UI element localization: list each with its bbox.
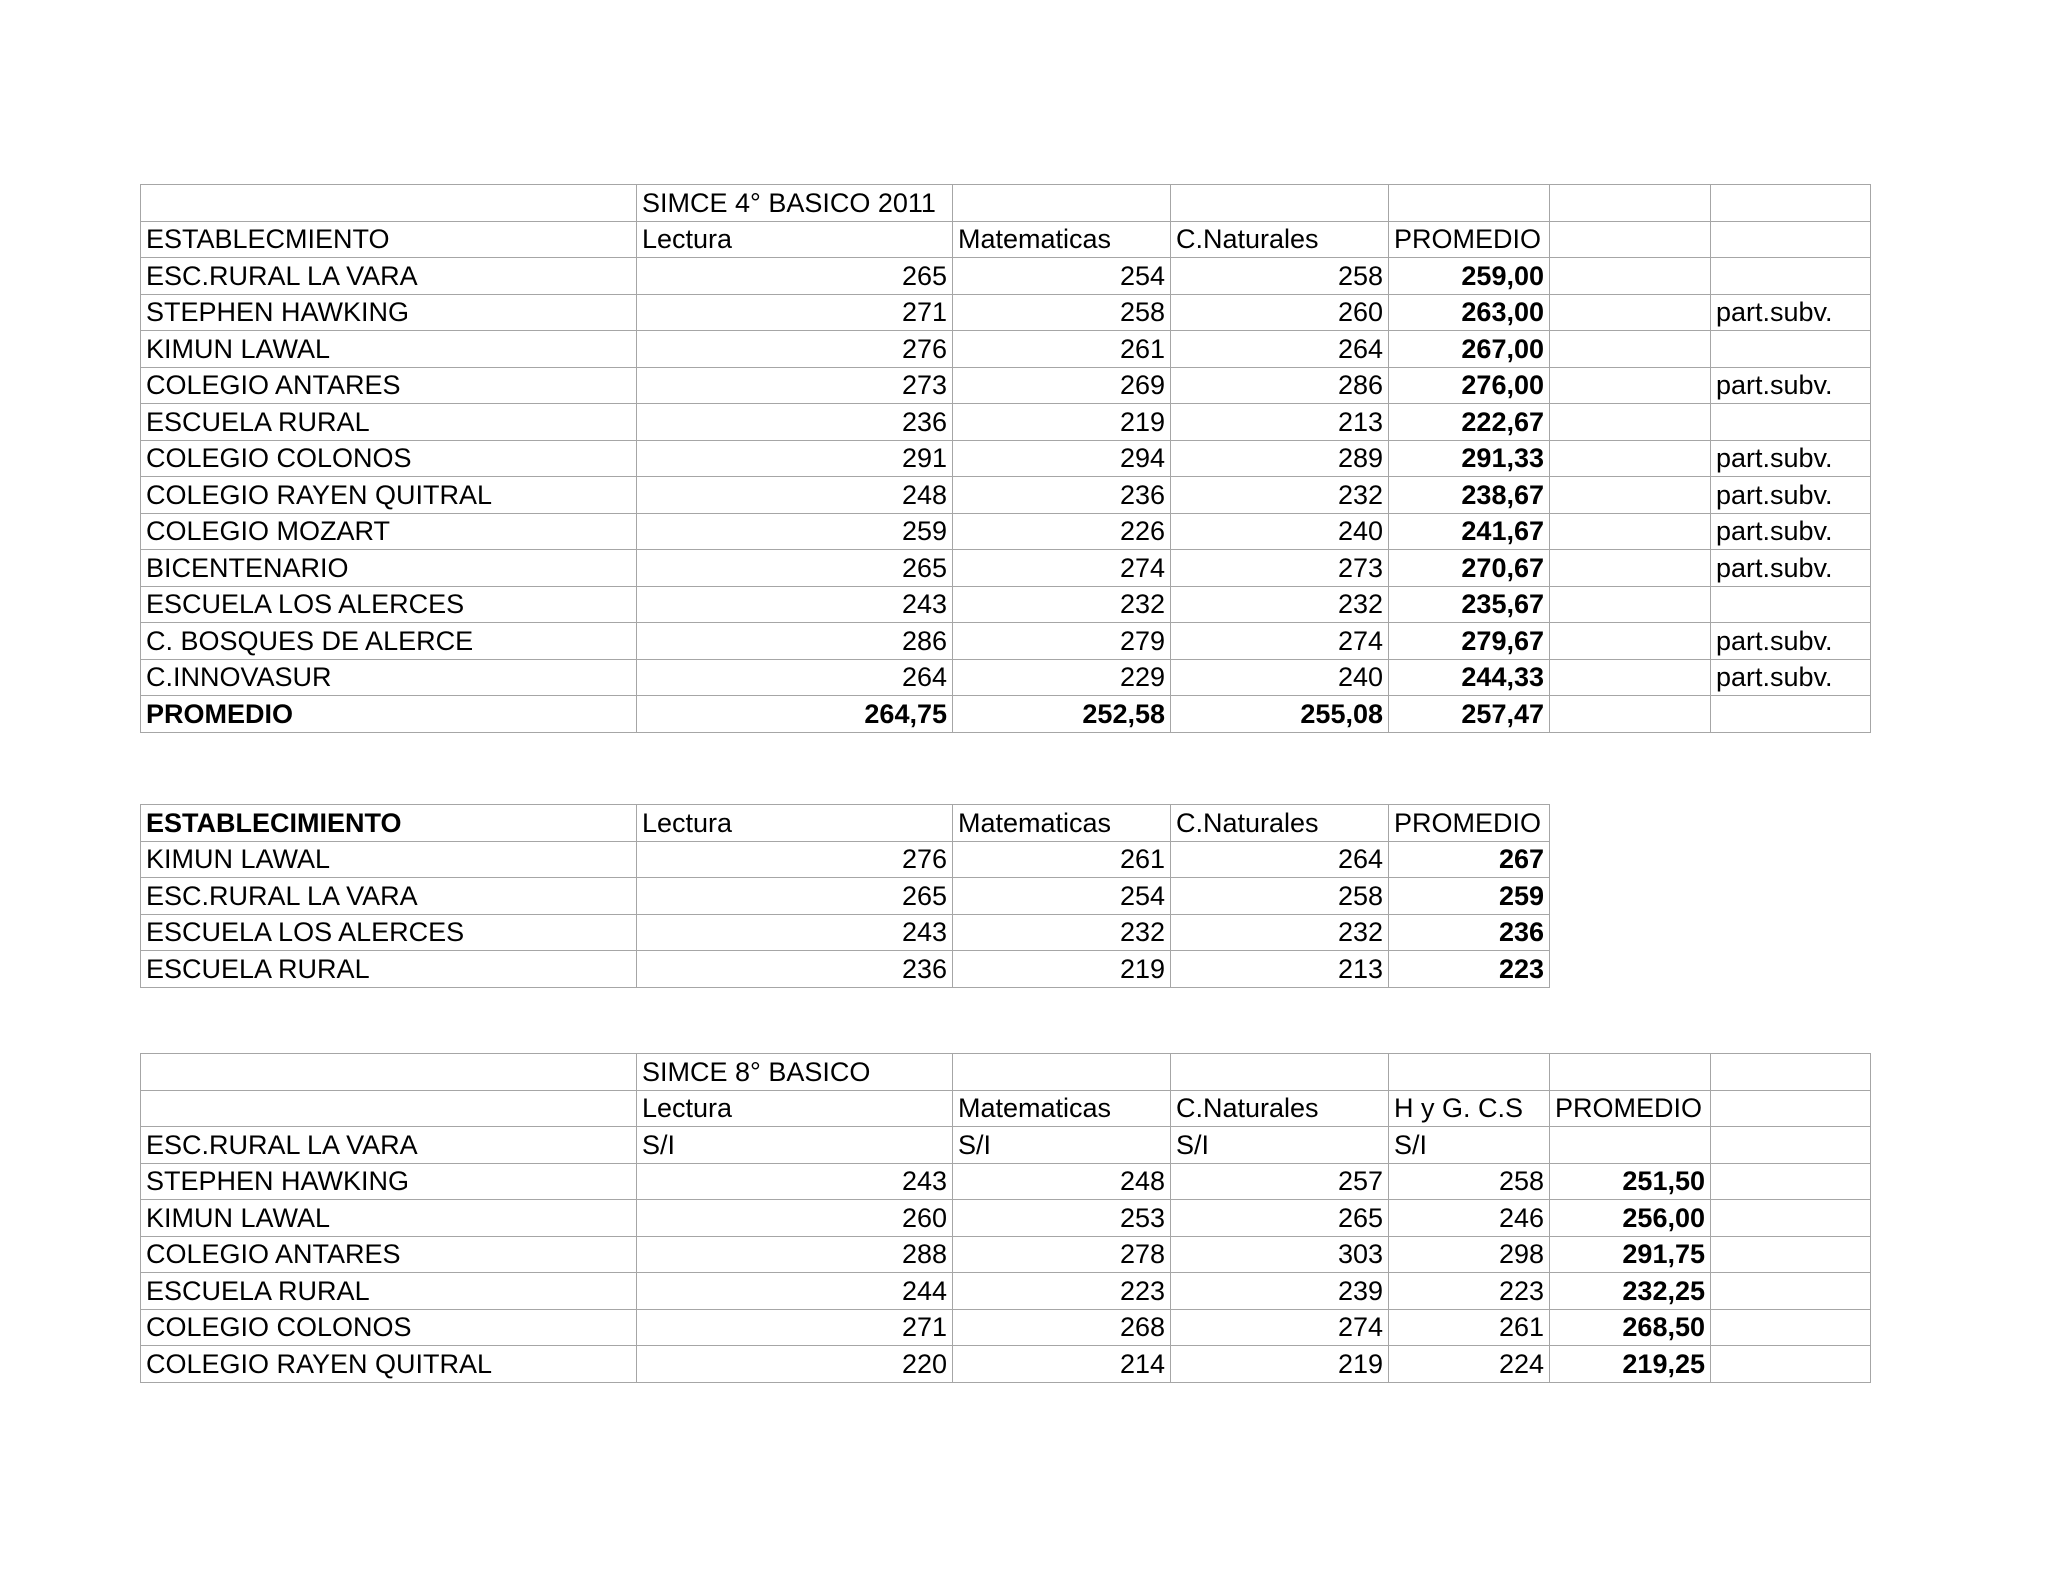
table-cell: 298 xyxy=(1389,1236,1550,1273)
table-cell: 276 xyxy=(637,331,953,368)
table-cell: 236 xyxy=(637,951,953,988)
column-header: Matematicas xyxy=(953,1090,1171,1127)
title-cell xyxy=(1389,185,1550,222)
column-header xyxy=(1711,221,1871,258)
header-row xyxy=(141,221,1871,258)
table-cell: 278 xyxy=(953,1236,1171,1273)
average-cell: 257,47 xyxy=(1389,696,1550,733)
table-cell: 223 xyxy=(953,1273,1171,1310)
table-cell: 258 xyxy=(953,294,1171,331)
column-header: C.Naturales xyxy=(1171,221,1389,258)
table-cell xyxy=(1550,659,1711,696)
table-cell: 224 xyxy=(1389,1346,1550,1383)
table-cell: KIMUN LAWAL xyxy=(141,1200,637,1237)
table-cell: ESCUELA LOS ALERCES xyxy=(141,586,637,623)
table-cell: 264 xyxy=(1171,331,1389,368)
table-cell: 291 xyxy=(637,440,953,477)
table-cell: 256,00 xyxy=(1550,1200,1711,1237)
table-cell xyxy=(1711,1236,1871,1273)
table-row xyxy=(141,914,1550,951)
table-cell: 259 xyxy=(1389,878,1550,915)
table-cell: KIMUN LAWAL xyxy=(141,841,637,878)
average-cell xyxy=(1711,696,1871,733)
table-cell: 241,67 xyxy=(1389,513,1550,550)
table-cell: ESCUELA RURAL xyxy=(141,1273,637,1310)
table-row xyxy=(141,951,1550,988)
table-cell: ESCUELA RURAL xyxy=(141,404,637,441)
table-cell: 259 xyxy=(637,513,953,550)
table-cell: S/I xyxy=(1171,1127,1389,1164)
table-cell: part.subv. xyxy=(1711,367,1871,404)
table-row xyxy=(141,1309,1871,1346)
title-row xyxy=(141,1054,1871,1091)
table-cell xyxy=(1711,404,1871,441)
table-cell: 276,00 xyxy=(1389,367,1550,404)
table-cell: COLEGIO RAYEN QUITRAL xyxy=(141,477,637,514)
table-cell: 229 xyxy=(953,659,1171,696)
header-row xyxy=(141,805,1550,842)
table-cell: 274 xyxy=(953,550,1171,587)
table-row xyxy=(141,477,1871,514)
table-cell: 274 xyxy=(1171,623,1389,660)
table-cell: 248 xyxy=(637,477,953,514)
table-cell: 276 xyxy=(637,841,953,878)
average-row xyxy=(141,696,1871,733)
average-cell: 264,75 xyxy=(637,696,953,733)
table-cell: 240 xyxy=(1171,513,1389,550)
table-cell: 269 xyxy=(953,367,1171,404)
column-header xyxy=(1550,221,1711,258)
table-cell: 232 xyxy=(1171,477,1389,514)
title-cell: SIMCE 8° BASICO xyxy=(637,1054,953,1091)
table-cell: COLEGIO MOZART xyxy=(141,513,637,550)
table-row xyxy=(141,331,1871,368)
table-cell xyxy=(1711,1200,1871,1237)
table-cell xyxy=(1711,1127,1871,1164)
table-cell: 286 xyxy=(637,623,953,660)
table-cell: 265 xyxy=(1171,1200,1389,1237)
table-cell: 270,67 xyxy=(1389,550,1550,587)
column-header: Lectura xyxy=(637,805,953,842)
table-cell: 267,00 xyxy=(1389,331,1550,368)
title-cell xyxy=(953,1054,1171,1091)
table-cell xyxy=(1550,477,1711,514)
table-cell xyxy=(1711,331,1871,368)
column-header: C.Naturales xyxy=(1171,805,1389,842)
table-cell: 260 xyxy=(1171,294,1389,331)
table-cell: 235,67 xyxy=(1389,586,1550,623)
header-row xyxy=(141,1090,1871,1127)
table-cell: ESC.RURAL LA VARA xyxy=(141,258,637,295)
title-cell xyxy=(1550,185,1711,222)
table-cell: KIMUN LAWAL xyxy=(141,331,637,368)
table-cell xyxy=(1550,404,1711,441)
table-cell: 236 xyxy=(953,477,1171,514)
table-cell: STEPHEN HAWKING xyxy=(141,294,637,331)
table-cell: part.subv. xyxy=(1711,440,1871,477)
table-cell: 258 xyxy=(1171,258,1389,295)
table-row xyxy=(141,404,1871,441)
table-cell: 239 xyxy=(1171,1273,1389,1310)
table-cell: 264 xyxy=(637,659,953,696)
table-cell: 273 xyxy=(1171,550,1389,587)
average-cell xyxy=(1550,696,1711,733)
simce-8-basico-table xyxy=(140,1053,1871,1383)
table-cell: 243 xyxy=(637,1163,953,1200)
column-header: PROMEDIO xyxy=(1389,805,1550,842)
average-cell: PROMEDIO xyxy=(141,696,637,733)
table-cell: 232 xyxy=(1171,914,1389,951)
table-cell xyxy=(1550,367,1711,404)
table-cell xyxy=(1550,513,1711,550)
table-row xyxy=(141,367,1871,404)
table-cell xyxy=(1711,258,1871,295)
column-header: Matematicas xyxy=(953,805,1171,842)
column-header xyxy=(141,1090,637,1127)
average-cell: 255,08 xyxy=(1171,696,1389,733)
table-cell xyxy=(1550,586,1711,623)
table-cell: COLEGIO COLONOS xyxy=(141,440,637,477)
table-cell: 244 xyxy=(637,1273,953,1310)
table-cell xyxy=(1711,1346,1871,1383)
table-row xyxy=(141,1346,1871,1383)
table-cell: 263,00 xyxy=(1389,294,1550,331)
table-cell: 303 xyxy=(1171,1236,1389,1273)
table-cell: COLEGIO ANTARES xyxy=(141,367,637,404)
table-row xyxy=(141,659,1871,696)
title-cell xyxy=(1711,1054,1871,1091)
title-cell xyxy=(141,185,637,222)
table-row xyxy=(141,1273,1871,1310)
table-cell: ESC.RURAL LA VARA xyxy=(141,1127,637,1164)
table-cell: 288 xyxy=(637,1236,953,1273)
table-body xyxy=(141,1054,1871,1383)
column-header: PROMEDIO xyxy=(1550,1090,1711,1127)
table-cell: 258 xyxy=(1171,878,1389,915)
table-cell: 253 xyxy=(953,1200,1171,1237)
table-row xyxy=(141,841,1550,878)
table-cell: 294 xyxy=(953,440,1171,477)
table-cell: 289 xyxy=(1171,440,1389,477)
table-cell: 226 xyxy=(953,513,1171,550)
table-row xyxy=(141,258,1871,295)
average-cell: 252,58 xyxy=(953,696,1171,733)
table-cell: 268,50 xyxy=(1550,1309,1711,1346)
table-cell xyxy=(1550,294,1711,331)
table-cell: 232 xyxy=(1171,586,1389,623)
table-cell: STEPHEN HAWKING xyxy=(141,1163,637,1200)
table-cell: C. BOSQUES DE ALERCE xyxy=(141,623,637,660)
table-cell: 273 xyxy=(637,367,953,404)
title-cell xyxy=(1171,185,1389,222)
table-cell: 223 xyxy=(1389,951,1550,988)
column-header: H y G. C.S xyxy=(1389,1090,1550,1127)
table-cell: C.INNOVASUR xyxy=(141,659,637,696)
table-cell xyxy=(1550,550,1711,587)
table-cell: 219,25 xyxy=(1550,1346,1711,1383)
table-cell: 261 xyxy=(953,331,1171,368)
column-header: Lectura xyxy=(637,1090,953,1127)
table-cell: ESCUELA LOS ALERCES xyxy=(141,914,637,951)
table-cell: BICENTENARIO xyxy=(141,550,637,587)
table-cell: 254 xyxy=(953,258,1171,295)
table-cell: 243 xyxy=(637,586,953,623)
table-body xyxy=(141,185,1871,733)
table-cell: 238,67 xyxy=(1389,477,1550,514)
table-cell: 291,75 xyxy=(1550,1236,1711,1273)
table-cell: 232,25 xyxy=(1550,1273,1711,1310)
title-cell xyxy=(1389,1054,1550,1091)
table-cell: 259,00 xyxy=(1389,258,1550,295)
table-cell: 219 xyxy=(953,951,1171,988)
column-header xyxy=(1711,1090,1871,1127)
table-cell: part.subv. xyxy=(1711,477,1871,514)
table-cell: part.subv. xyxy=(1711,513,1871,550)
table-cell: 268 xyxy=(953,1309,1171,1346)
table-cell: 244,33 xyxy=(1389,659,1550,696)
table-cell: COLEGIO ANTARES xyxy=(141,1236,637,1273)
table-cell: 222,67 xyxy=(1389,404,1550,441)
column-header: Lectura xyxy=(637,221,953,258)
table-cell: 260 xyxy=(637,1200,953,1237)
table-cell: 267 xyxy=(1389,841,1550,878)
table-cell: 265 xyxy=(637,550,953,587)
table-cell xyxy=(1711,1163,1871,1200)
table-cell: 240 xyxy=(1171,659,1389,696)
table-cell: ESCUELA RURAL xyxy=(141,951,637,988)
table-cell: 279 xyxy=(953,623,1171,660)
table-cell: 248 xyxy=(953,1163,1171,1200)
table-cell: 271 xyxy=(637,1309,953,1346)
school-ranking-table xyxy=(140,804,1550,988)
simce-4-basico-table xyxy=(140,184,1871,733)
table-cell: S/I xyxy=(1389,1127,1550,1164)
table-cell: 257 xyxy=(1171,1163,1389,1200)
table-cell xyxy=(1550,258,1711,295)
table-cell: 223 xyxy=(1389,1273,1550,1310)
table-cell: 264 xyxy=(1171,841,1389,878)
table-cell: COLEGIO COLONOS xyxy=(141,1309,637,1346)
column-header: PROMEDIO xyxy=(1389,221,1550,258)
table-cell: COLEGIO RAYEN QUITRAL xyxy=(141,1346,637,1383)
title-cell xyxy=(953,185,1171,222)
table-row xyxy=(141,294,1871,331)
table-cell: S/I xyxy=(953,1127,1171,1164)
table-cell: 251,50 xyxy=(1550,1163,1711,1200)
column-header: C.Naturales xyxy=(1171,1090,1389,1127)
title-cell: SIMCE 4° BASICO 2011 xyxy=(637,185,953,222)
table-cell: 246 xyxy=(1389,1200,1550,1237)
column-header: ESTABLECIMIENTO xyxy=(141,805,637,842)
table-cell: 232 xyxy=(953,914,1171,951)
table-cell: part.subv. xyxy=(1711,623,1871,660)
table-cell: 254 xyxy=(953,878,1171,915)
title-cell xyxy=(1171,1054,1389,1091)
table-cell: 232 xyxy=(953,586,1171,623)
table-cell: 265 xyxy=(637,258,953,295)
table-cell: part.subv. xyxy=(1711,294,1871,331)
table-cell: 265 xyxy=(637,878,953,915)
table-cell: 213 xyxy=(1171,951,1389,988)
table-row xyxy=(141,1127,1871,1164)
table-row xyxy=(141,1236,1871,1273)
table-cell: 220 xyxy=(637,1346,953,1383)
table-row xyxy=(141,1200,1871,1237)
table-cell xyxy=(1711,586,1871,623)
table-row xyxy=(141,1163,1871,1200)
table-row xyxy=(141,878,1550,915)
table-row xyxy=(141,550,1871,587)
table-cell: 291,33 xyxy=(1389,440,1550,477)
column-header: Matematicas xyxy=(953,221,1171,258)
table-cell: 274 xyxy=(1171,1309,1389,1346)
table-cell: 279,67 xyxy=(1389,623,1550,660)
table-cell: S/I xyxy=(637,1127,953,1164)
table-row xyxy=(141,440,1871,477)
table-cell xyxy=(1711,1309,1871,1346)
table-cell: 258 xyxy=(1389,1163,1550,1200)
title-row xyxy=(141,185,1871,222)
table-cell: 286 xyxy=(1171,367,1389,404)
title-cell xyxy=(1711,185,1871,222)
table-cell xyxy=(1550,623,1711,660)
table-cell: 243 xyxy=(637,914,953,951)
table-cell: 219 xyxy=(953,404,1171,441)
table-cell: 213 xyxy=(1171,404,1389,441)
table-cell: 261 xyxy=(953,841,1171,878)
table-cell: 271 xyxy=(637,294,953,331)
table-cell: 236 xyxy=(637,404,953,441)
table-cell: part.subv. xyxy=(1711,550,1871,587)
title-cell xyxy=(141,1054,637,1091)
table-cell xyxy=(1550,331,1711,368)
table-cell xyxy=(1711,1273,1871,1310)
table-cell: 219 xyxy=(1171,1346,1389,1383)
table-cell: part.subv. xyxy=(1711,659,1871,696)
table-cell: ESC.RURAL LA VARA xyxy=(141,878,637,915)
title-cell xyxy=(1550,1054,1711,1091)
table-cell xyxy=(1550,440,1711,477)
table-body xyxy=(141,805,1550,988)
table-cell: 214 xyxy=(953,1346,1171,1383)
table-row xyxy=(141,513,1871,550)
table-cell: 261 xyxy=(1389,1309,1550,1346)
table-cell xyxy=(1550,1127,1711,1164)
column-header: ESTABLECMIENTO xyxy=(141,221,637,258)
table-cell: 236 xyxy=(1389,914,1550,951)
table-row xyxy=(141,623,1871,660)
table-row xyxy=(141,586,1871,623)
